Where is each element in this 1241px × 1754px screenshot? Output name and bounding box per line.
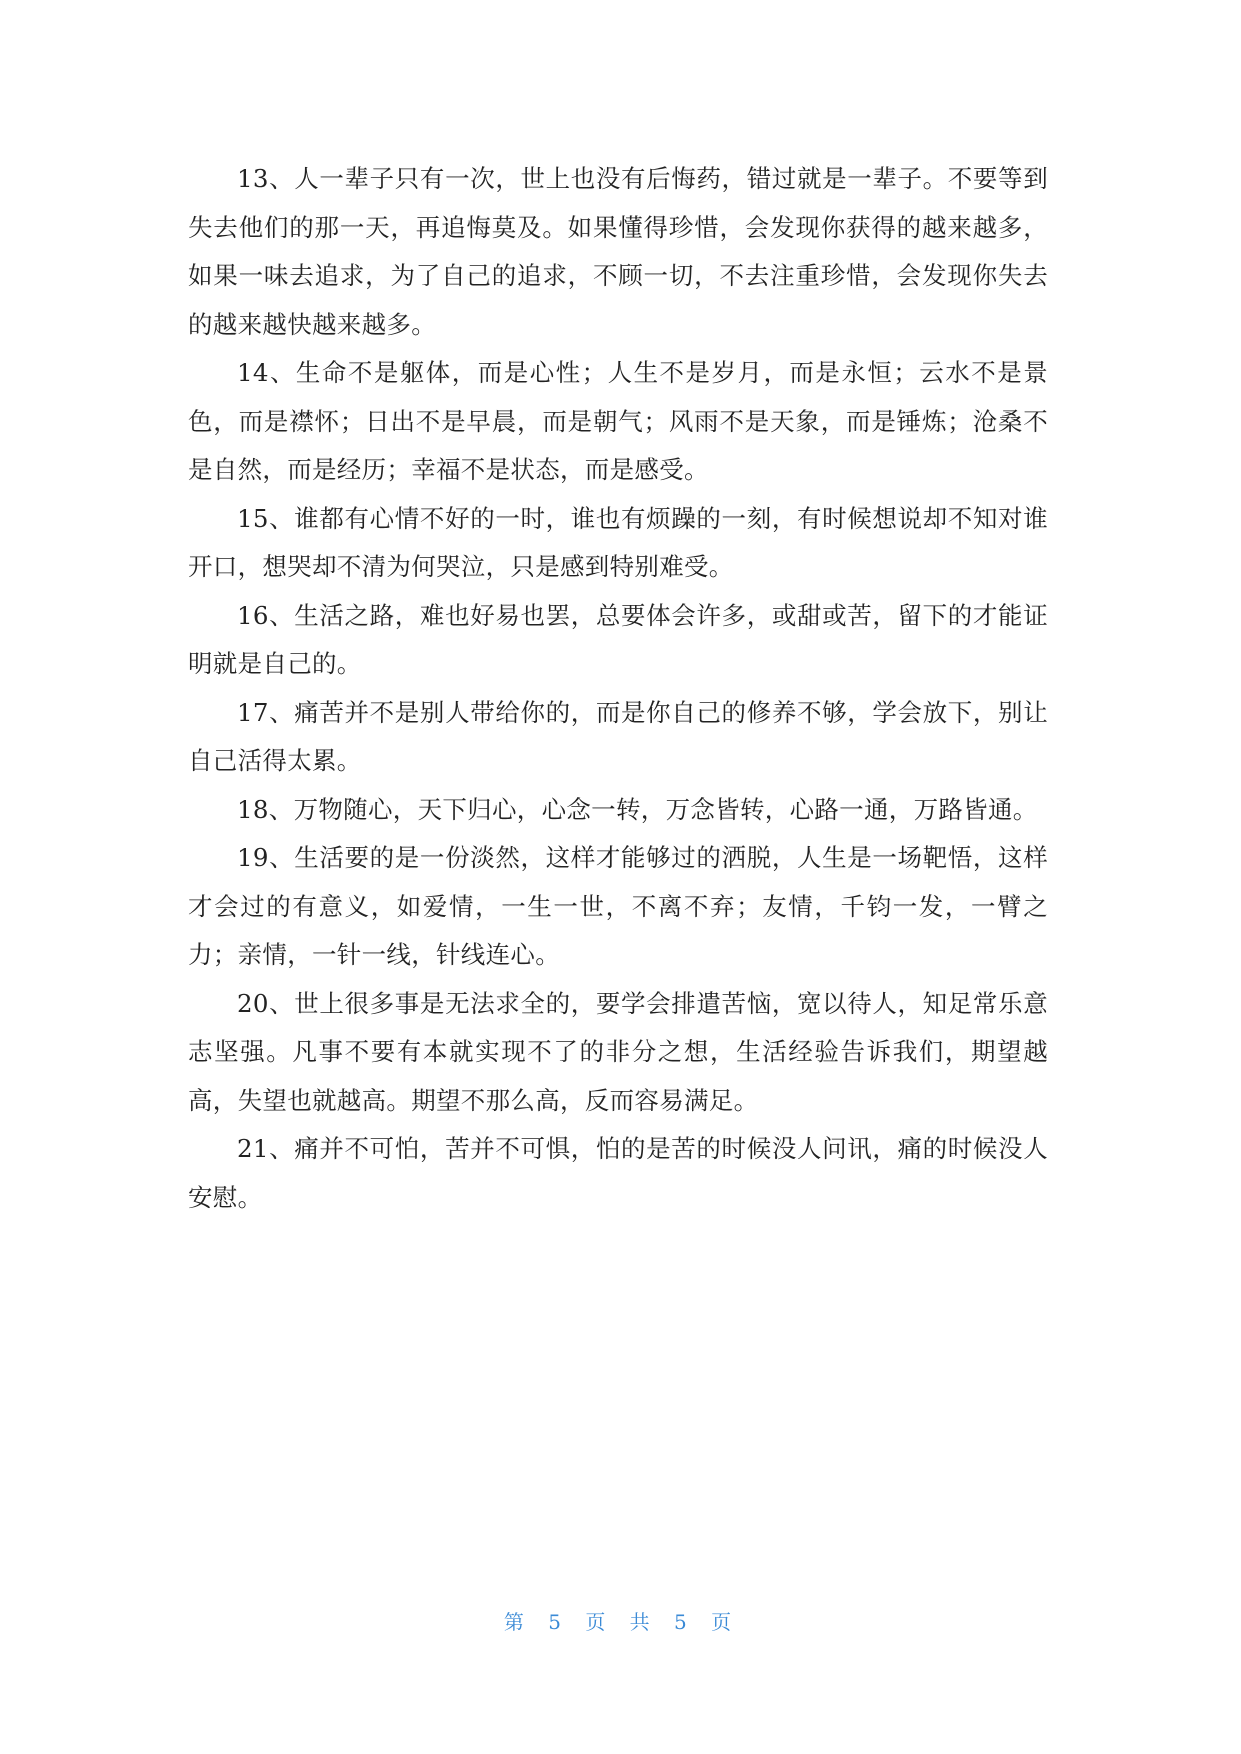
page-number-footer: 第 5 页 共 5 页	[503, 1610, 738, 1634]
paragraph-19: 19、生活要的是一份淡然，这样才能够过的洒脱，人生是一场靶悟，这样才会过的有意义，如爱情，一生一世，不离不弃；友情，千钧一发，一臂之力；亲情，一针一线，针线连心。	[188, 843, 1048, 969]
paragraph-16: 16、生活之路，难也好易也罢，总要体会许多，或甜或苦，留下的才能证明就是自己的。	[188, 600, 1048, 678]
paragraph-17: 17、痛苦并不是别人带给你的，而是你自己的修养不够，学会放下，别让自己活得太累。	[188, 697, 1048, 775]
paragraph-15: 15、谁都有心情不好的一时，谁也有烦躁的一刻，有时候想说却不知对谁开口，想哭却不清为何哭泣，只是感到特别难受。	[188, 503, 1048, 581]
document-body	[188, 155, 1048, 1222]
paragraph-21: 21、痛并不可怕，苦并不可惧，怕的是苦的时候没人问讯，痛的时候没人安慰。	[188, 1134, 1048, 1212]
paragraph-20: 20、世上很多事是无法求全的，要学会排遣苦恼，宽以待人，知足常乐意志坚强。凡事不要有本就实现不了的非分之想，生活经验告诉我们，期望越高，失望也就越高。期望不那么高，反而容易满足。	[188, 988, 1048, 1115]
paragraph-13: 13、人一辈子只有一次，世上也没有后悔药，错过就是一辈子。不要等到失去他们的那一天，再追悔莫及。如果懂得珍惜，会发现你获得的越来越多，如果一味去追求，为了自己的追求，不顾一切，不去注重珍惜，会发现你失去的越来越快越来越多。	[188, 164, 1048, 339]
paragraph-14: 14、生命不是躯体，而是心性；人生不是岁月，而是永恒；云水不是景色，而是襟怀；日出不是早晨，而是朝气；风雨不是天象，而是锤炼；沧桑不是自然，而是经历；幸福不是状态，而是感受。	[188, 358, 1048, 484]
paragraph-18: 18、万物随心，天下归心，心念一转，万念皆转，心路一通，万路皆通。	[237, 794, 1038, 824]
